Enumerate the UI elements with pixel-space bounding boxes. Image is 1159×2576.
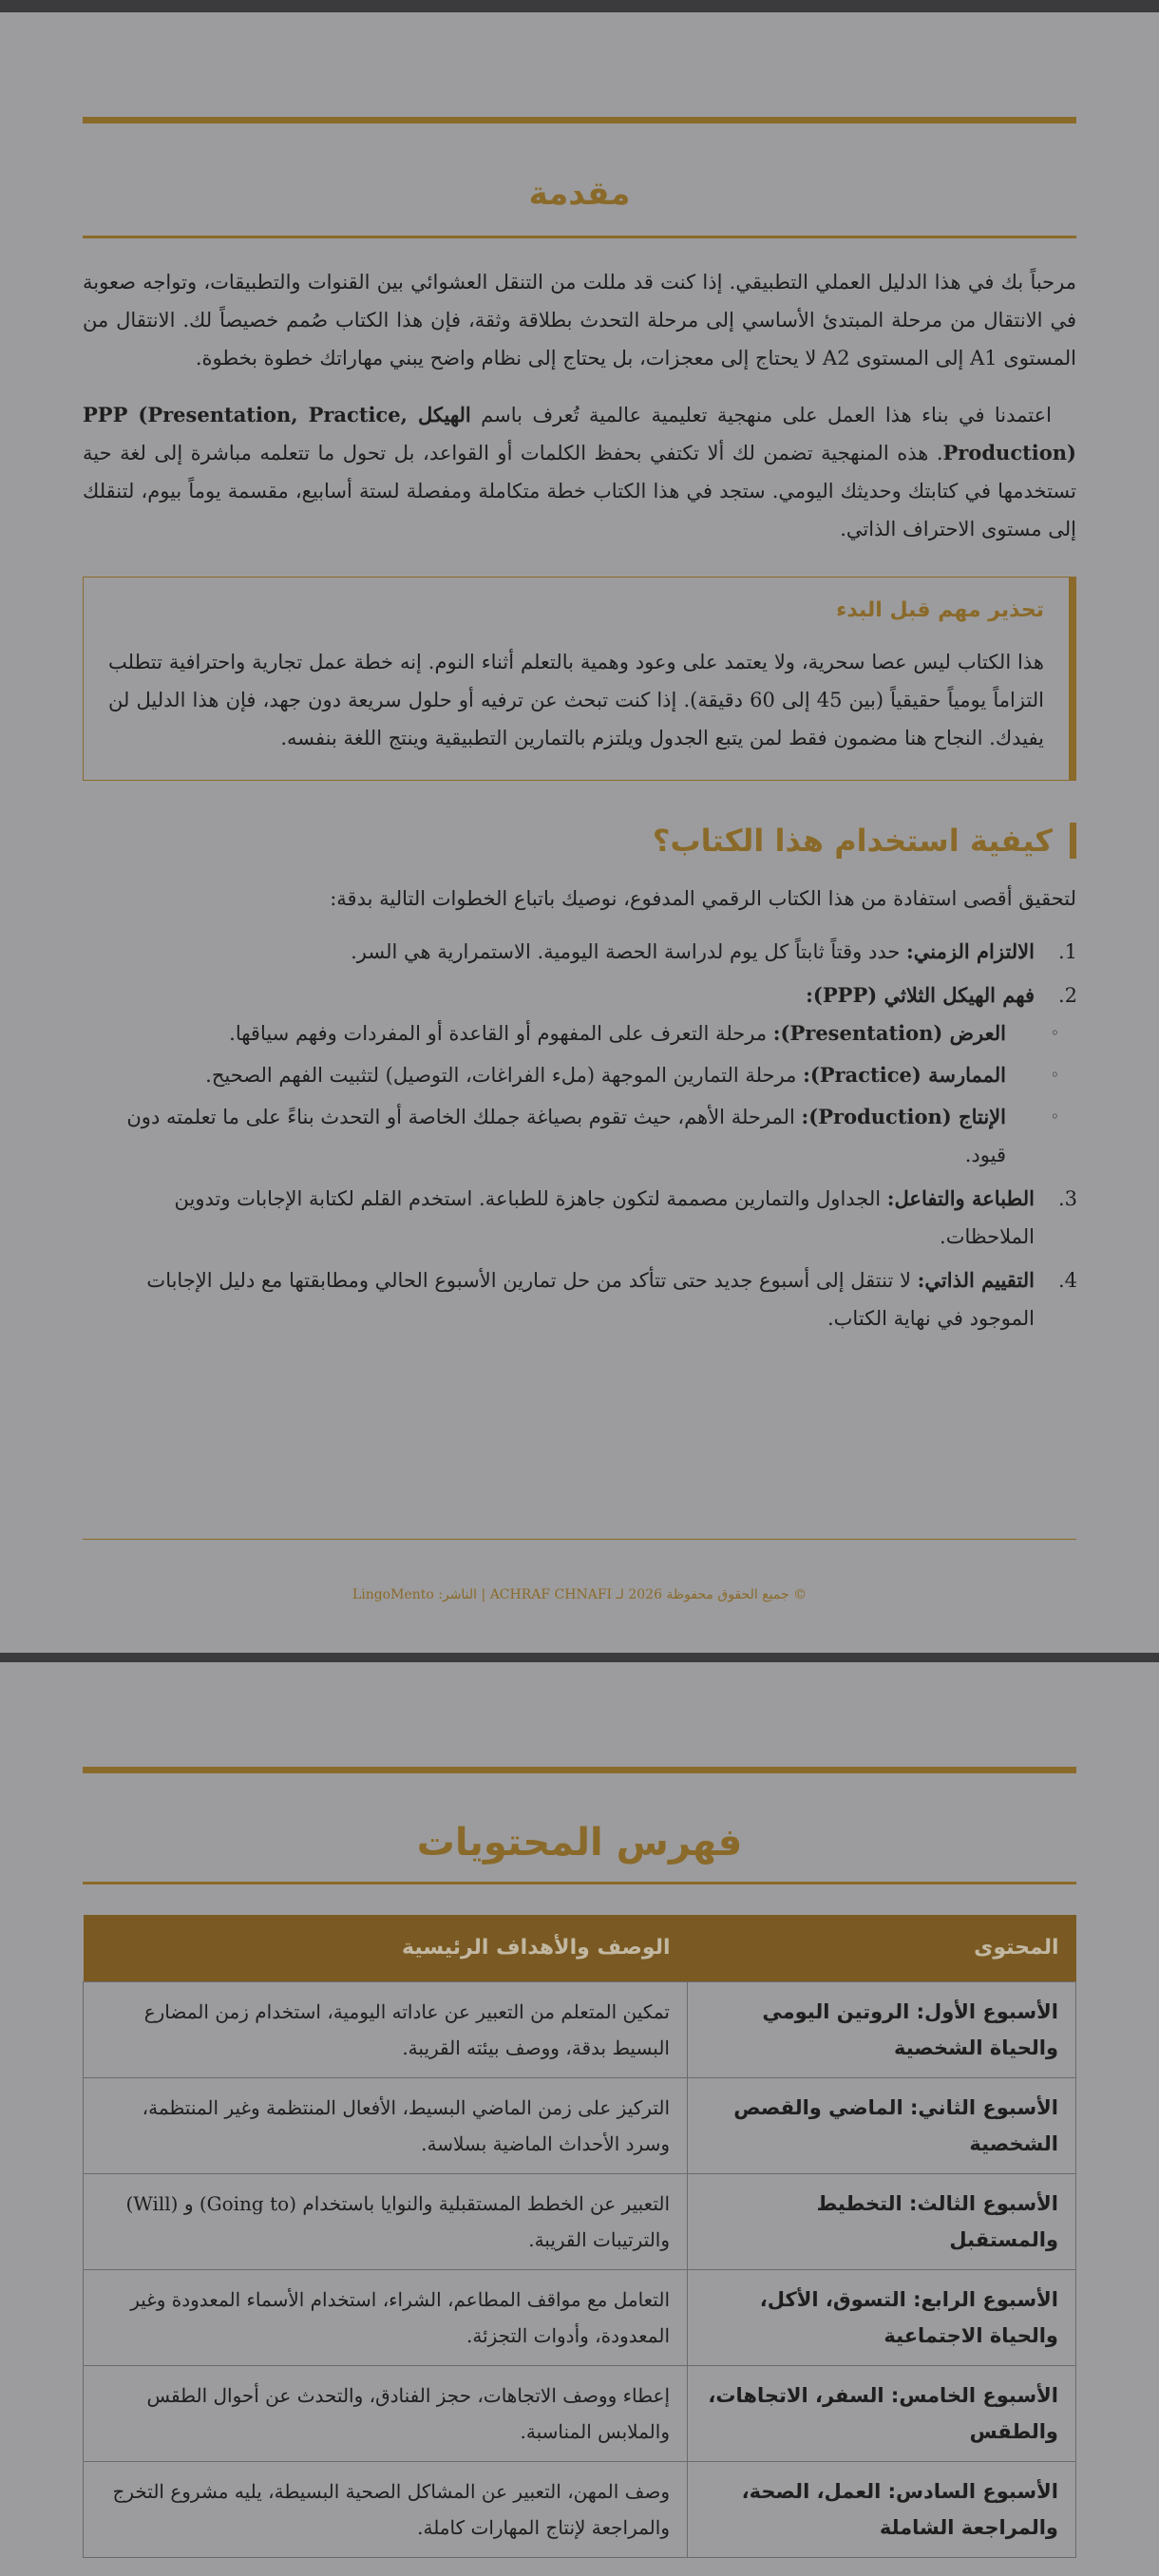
table-row [84,2461,1076,2557]
page-1 [0,12,1159,1653]
step-text: الجداول والتمارين مصممة لتكون جاهزة للطباعة. استخدم القلم لكتابة الإجابات وتدوين الملاحظات. [174,1187,1035,1248]
step-item [83,976,1078,1174]
step-label: فهم الهيكل الثلاثي (PPP): [806,983,1035,1007]
toc-col-content: المحتوى [688,1915,1076,1981]
step-number: 4. [1057,1269,1078,1292]
week-cell: الأسبوع الثالث: التخطيط والمستقبل [688,2173,1076,2269]
step-item [83,1180,1078,1256]
description-cell: وصف المهن، التعبير عن المشاكل الصحية البسيطة، يليه مشروع التخرج والمراجعة لإنتاج المهارات كاملة. [84,2461,688,2557]
week-cell: الأسبوع الخامس: السفر، الاتجاهات، والطقس [688,2365,1076,2461]
week-cell: الأسبوع الرابع: التسوق، الأكل، والحياة الاجتماعية [688,2269,1076,2365]
page-footer [83,1539,1076,1602]
table-row [84,2365,1076,2461]
page-2 [0,1662,1159,2576]
toc-col-description: الوصف والأهداف الرئيسية [84,1915,688,1981]
footer-text: © جميع الحقوق محفوظة 2026 لـ ACHRAF CHNAFI | الناشر: LingoMento [352,1587,808,1602]
howto-intro: لتحقيق أقصى استفادة من هذا الكتاب الرقمي المدفوع، نوصيك باتباع الخطوات التالية بدقة: [330,887,1076,910]
step-item [83,1261,1078,1337]
substep-item [83,1056,1059,1094]
step-number: 1. [1057,940,1078,963]
step-number: 2. [1057,984,1078,1007]
bullet-icon: ◦ [1050,1066,1059,1084]
substeps-list [83,1014,1059,1174]
step-text: لا تنتقل إلى أسبوع جديد حتى تتأكد من حل تمارين الأسبوع الحالي ومطابقتها مع دليل الإجابات الموجود في نهاية الكتاب. [146,1269,1035,1330]
week-cell: الأسبوع السادس: العمل، الصحة، والمراجعة الشاملة [688,2461,1076,2557]
p2-part-a: اعتمدنا في بناء هذا العمل على منهجية تعليمية عالمية تُعرف باسم [470,404,1052,426]
intro-paragraph-1: مرحباً بك في هذا الدليل العملي التطبيقي. إذا كنت قد مللت من التنقل العشوائي بين القنوات والتطبيقات، وتواجه صعوبة في الانتقال من مرحلة المبتدئ الأساسي إلى مرحلة التحدث بطلاقة وثقة، فإن هذا الكتاب صُمم خصيصاً لك. الانتقال من المستوى A1 إلى المستوى A2 لا يحتاج إلى معجزات، بل يحتاج إلى نظام واضح يبني مهاراتك خطوة بخطوة. [83,271,1076,369]
howto-heading-wrap [83,817,1076,864]
substep-item [83,1098,1059,1174]
week-cell: الأسبوع الأول: الروتين اليومي والحياة الشخصية [688,1981,1076,2077]
steps-list [83,933,1076,1337]
page-separator [0,1653,1159,1662]
substep-label: الممارسة (Practice): [803,1063,1006,1087]
toc-table [83,1915,1076,2558]
description-cell: إعطاء ووصف الاتجاهات، حجز الفنادق، والتحدث عن أحوال الطقس والملابس المناسبة. [84,2365,688,2461]
step-number: 3. [1057,1187,1078,1210]
title-underline [83,236,1076,238]
title-underline [83,1882,1076,1885]
intro-title: مقدمة [528,175,631,213]
bullet-icon: ◦ [1050,1024,1059,1042]
step-label: الالتزام الزمني: [906,939,1035,963]
p2-part-c: . هذه المنهجية تضمن لك ألا تكتفي بحفظ الكلمات أو القواعد، بل تحول ما تتعلمه مباشرة إلى لغة حية تستخدمها في كتابتك وحديثك اليومي. ستجد في هذا الكتاب خطة متكاملة ومفصلة لستة أسابيع، مقسمة يوماً بيوم، لتنقلك إلى مستوى الاحتراف الذاتي. [83,442,1076,540]
description-cell: التعبير عن الخطط المستقبلية والنوايا باستخدام (Going to) و (Will) والترتيبات القريبة. [84,2173,688,2269]
top-rule [83,117,1076,123]
step-label: التقييم الذاتي: [917,1268,1035,1292]
ppp-term: الهيكل PPP (Presentation, Practice, Production) [83,403,1076,464]
warning-text: هذا الكتاب ليس عصا سحرية، ولا يعتمد على وعود وهمية بالتعلم أثناء النوم. إنه خطة عمل تجارية واحترافية تتطلب التزاماً يومياً حقيقياً (بين 45 إلى 60 دقيقة). إذا كنت تبحث عن ترفيه أو حلول سريعة دون جهد، فإن هذا الدليل لن يفيدك. النجاح هنا مضمون فقط لمن يتبع الجدول ويلتزم بالتمارين التطبيقية وينتج اللغة بنفسه. [108,651,1044,749]
substep-text: مرحلة التمارين الموجهة (ملء الفراغات، التوصيل) لتثبيت الفهم الصحيح. [205,1064,804,1087]
step-text: حدد وقتاً ثابتاً كل يوم لدراسة الحصة اليومية. الاستمرارية هي السر. [351,940,907,963]
footer-rule [83,1539,1076,1540]
howto-title: كيفية استخدام هذا الكتاب؟ [653,823,1076,859]
week-cell: الأسبوع الثاني: الماضي والقصص الشخصية [688,2077,1076,2173]
substep-text: مرحلة التعرف على المفهوم أو القاعدة أو المفردات وفهم سياقها. [229,1022,773,1045]
substep-text: المرحلة الأهم، حيث تقوم بصياغة جملك الخاصة أو التحدث بناءً على ما تعلمته دون قيود. [126,1106,1006,1166]
step-label: الطباعة والتفاعل: [886,1186,1035,1210]
toc-section [83,1767,1076,2558]
warning-box [83,577,1076,781]
table-row [84,1981,1076,2077]
intro-section [83,117,1076,1343]
table-row [84,2269,1076,2365]
top-rule [83,1767,1076,1773]
table-row [84,2173,1076,2269]
toc-title: فهرس المحتويات [416,1821,743,1865]
viewer-top-bar [0,0,1159,12]
description-cell: التركيز على زمن الماضي البسيط، الأفعال المنتظمة وغير المنتظمة، وسرد الأحداث الماضية بسلاسة. [84,2077,688,2173]
substep-item [83,1014,1059,1052]
intro-paragraph-2 [83,396,1076,548]
description-cell: تمكين المتعلم من التعبير عن عاداته اليومية، استخدام زمن المضارع البسيط بدقة، ووصف بيئته القريبة. [84,1981,688,2077]
substep-label: الإنتاج (Production): [801,1105,1006,1128]
step-item [83,933,1078,971]
table-row [84,2077,1076,2173]
description-cell: التعامل مع مواقف المطاعم، الشراء، استخدام الأسماء المعدودة وغير المعدودة، وأدوات التجزئة. [84,2269,688,2365]
substep-label: العرض (Presentation): [772,1021,1006,1045]
toc-header-row [84,1915,1076,1981]
bullet-icon: ◦ [1050,1108,1059,1126]
warning-title: تحذير مهم قبل البدء [836,598,1044,622]
